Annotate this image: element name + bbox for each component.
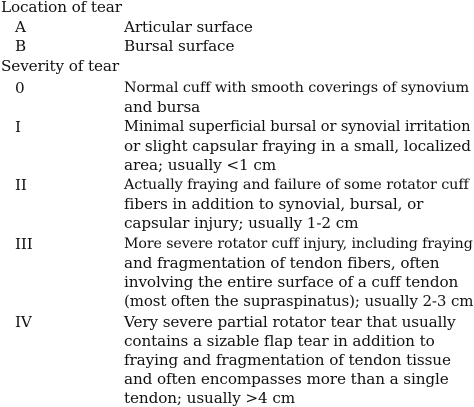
- grade-i-line-1: Minimal superficial bursal or synovial irritation: [124, 118, 471, 135]
- grade-0-line-1: Normal cuff with smooth coverings of synovium: [124, 80, 470, 96]
- grade-iii-line-3: involving the entire surface of a cuff tendon: [124, 273, 459, 291]
- grade-iv-code: IV: [15, 313, 32, 331]
- severity-heading: Severity of tear: [1, 57, 119, 75]
- grade-ii-line-1: Actually fraying and failure of some rotator cuff: [124, 177, 469, 193]
- grade-iii-code: III: [15, 235, 33, 253]
- grade-i-line-3: area; usually <1 cm: [124, 156, 277, 174]
- location-code-b: B: [15, 37, 27, 55]
- grade-iii-line-4: (most often the supraspinatus); usually 2-3 cm: [124, 292, 474, 310]
- grade-ii-code: II: [15, 176, 27, 194]
- grade-ii-line-2: fibers in addition to synovial, bursal, or: [124, 195, 424, 213]
- location-desc-a: Articular surface: [124, 18, 253, 36]
- grade-iv-line-3: fraying and fragmentation of tendon tissue: [124, 351, 451, 369]
- location-code-a: A: [15, 18, 26, 36]
- grade-i-code: I: [15, 118, 21, 136]
- grade-0-code: 0: [15, 79, 25, 97]
- grade-0-line-2: and bursa: [124, 98, 201, 116]
- grade-iii-line-1: More severe rotator cuff injury, including fraying: [124, 236, 473, 252]
- location-desc-b: Bursal surface: [124, 37, 235, 55]
- grade-iv-line-1: Very severe partial rotator tear that usually: [124, 313, 456, 331]
- grade-iv-line-5: tendon; usually >4 cm: [124, 389, 296, 407]
- grade-i-line-2: or slight capsular fraying in a small, localized: [124, 137, 471, 155]
- location-heading: Location of tear: [1, 0, 122, 16]
- grade-iv-line-4: and often encompasses more than a single: [124, 370, 449, 388]
- grade-iv-line-2: contains a sizable flap tear in addition to: [124, 332, 435, 350]
- grade-iii-line-2: and fragmentation of tendon fibers, often: [124, 254, 440, 272]
- grade-ii-line-3: capsular injury; usually 1-2 cm: [124, 214, 359, 232]
